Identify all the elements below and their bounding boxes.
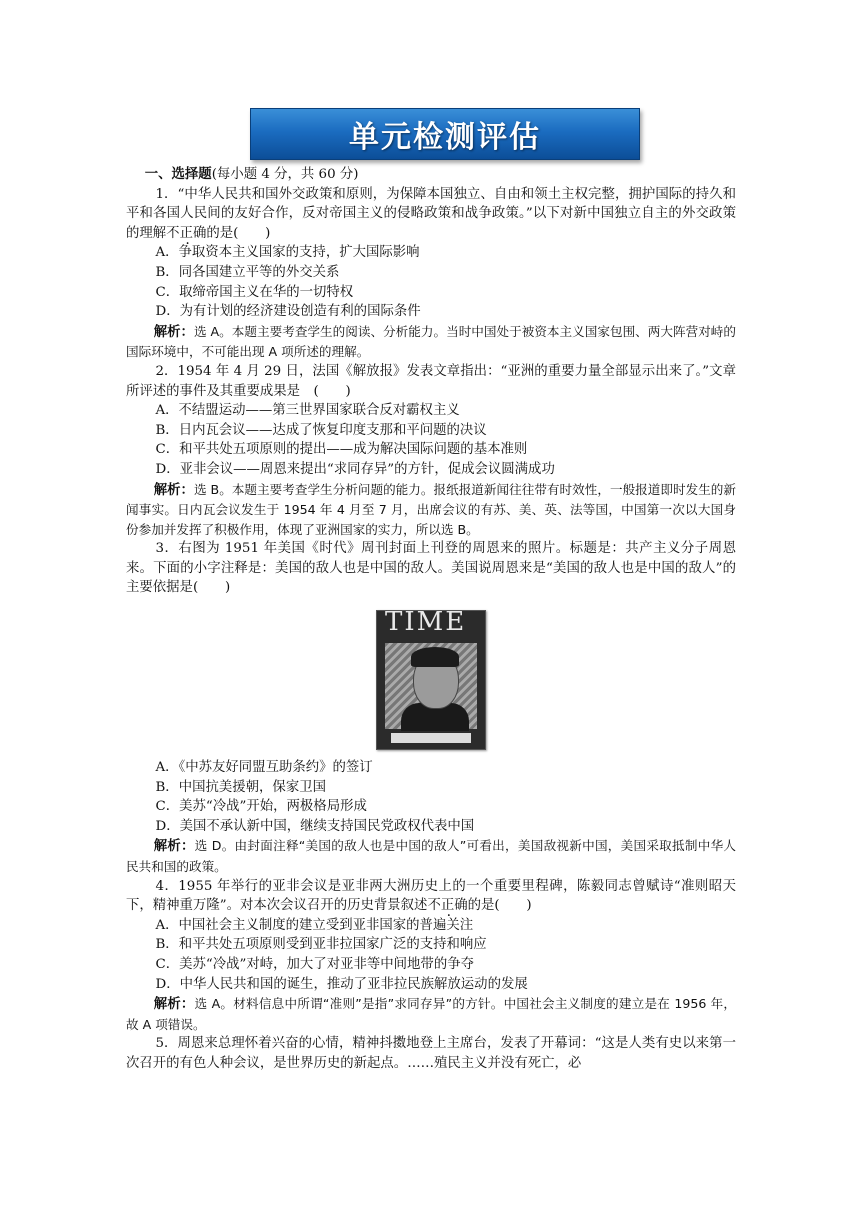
q1-option-c: C．取缔帝国主义在华的一切特权	[155, 284, 354, 300]
q4-stem-part: 4．1955 年举行的亚非会议是亚非两大洲历史上的一个重要里程碑，陈毅同志曾赋诗“准则昭天下，精神重万隆”。对本次会议召开的历史背景叙述	[126, 878, 736, 914]
cover-masthead: TIME	[385, 607, 467, 638]
q3-option-a: A．《中苏友好同盟互助条约》的签订	[155, 760, 373, 776]
q2-option-d: D．亚非会议——周恩来提出“求同存异”的方针，促成会议圆满成功	[155, 461, 555, 477]
section-heading	[126, 165, 736, 185]
q4-option-d: D．中华人民共和国的诞生，推动了亚非拉民族解放运动的发展	[155, 976, 528, 992]
time-magazine-cover-image	[376, 607, 486, 750]
analysis-label: 解析：	[153, 996, 195, 1013]
q3-option-d: D．美国不承认新中国，继续支持国民党政权代表中国	[155, 818, 475, 834]
q4-option-b: B．和平共处五项原则受到亚非拉国家广泛的支持和响应	[155, 937, 487, 953]
q1-stem-end: 正确的是( )	[179, 225, 271, 241]
q4-option-c: C．美苏“冷战”对峙，加大了对亚非等中间地带的争夺	[155, 957, 474, 972]
q1-option-d: D．为有计划的经济建设创造有利的国际条件	[155, 304, 421, 320]
portrait-hair	[411, 647, 459, 667]
q4-option-a: A．中国社会主义制度的建立受到亚非国家的普遍关注	[155, 917, 474, 933]
q2-option-b: B．日内瓦会议——达成了恢复印度支那和平问题的决议	[155, 422, 487, 438]
section-heading-rest: (每小题 4 分，共 60 分)	[211, 167, 359, 182]
q4-stem-end: 正确的是( )	[440, 898, 532, 914]
analysis-label: 解析：	[153, 323, 194, 340]
emphasis-dot-text: 不	[166, 225, 180, 241]
q2-option-a: A．不结盟运动——第三世界国家联合反对霸权主义	[155, 403, 460, 419]
q1-analysis-text: 选 A。本题主要考查学生的阅读、分析能力。当时中国处于被资本主义国家包围、两大阵营对峙的国际环境中，不可能出现 A 项所述的理解。	[126, 323, 737, 360]
q1-option-a: A．争取资本主义国家的支持，扩大国际影响	[155, 245, 420, 261]
unit-test-banner	[250, 108, 640, 160]
document-body	[126, 165, 736, 1074]
q3-analysis	[126, 836, 736, 876]
analysis-label: 解析：	[153, 481, 194, 498]
banner-title: 单元检测评估	[349, 120, 541, 155]
question-3-stem: 3．右图为 1951 年美国《时代》周刊封面上刊登的周恩来的照片。标题是：共产主义分子周恩来。下面的小字注释是：美国的敌人也是中国的敌人。美国说周恩来是“美国的敌人也是中国的敌人”的主要依据是( )	[126, 541, 736, 596]
emphasis-dot-text: 不	[427, 898, 441, 914]
question-5-stem: 5．周恩来总理怀着兴奋的心情，精神抖擞地登上主席台，发表了开幕词：“这是人类有史以来第一次召开的有色人种会议，是世界历史的新起点。……殖民主义并没有死亡，必	[126, 1036, 736, 1071]
q1-analysis	[126, 322, 736, 362]
question-4-stem	[126, 877, 736, 916]
q1-option-b: B．同各国建立平等的外交关系	[155, 264, 340, 280]
q2-analysis	[126, 480, 736, 540]
q2-option-c: C．和平共处五项原则的提出——成为解决国际问题的基本准则	[155, 442, 528, 458]
q2-analysis-text: 选 B。本题主要考查学生分析问题的能力。报纸报道新闻往往带有时效性，一般报道即时发生的新闻事实。日内瓦会议发生于 1954 年 4 月至 7 月，出席会议的有苏、美、英、法等国，中国第一次以大国身份参加并发挥了积极作用，体现了亚洲国家的实力，所以选 B。	[126, 481, 736, 537]
q1-stem-part: 1．“中华人民共和国外交政策和原则，为保障本国独立、自由和领土主权完整，拥护国际的持久和平和各国人民间的友好合作，反对帝国主义的侵略政策和战争政策。”以下对新中国独立自主的外交政策的理解	[126, 186, 736, 241]
q3-option-b: B．中国抗美援朝，保家卫国	[155, 779, 326, 795]
q4-analysis-text: 选 A。材料信息中所谓“准则”是指”求同存异”的方针。中国社会主义制度的建立是在 1956 年，故 A 项错误。	[126, 996, 736, 1032]
q3-option-c: C．美苏“冷战”开始，两极格局形成	[155, 799, 367, 815]
question-1-stem	[126, 185, 736, 244]
section-heading-bold: 一、选择题	[144, 166, 212, 182]
q3-analysis-text: 选 D。由封面注释“美国的敌人也是中国的敌人”可看出，美国敌视新中国，美国采取抵制中华人民共和国的政策。	[126, 838, 737, 875]
time-cover-figure	[126, 607, 736, 750]
q4-analysis	[126, 994, 736, 1034]
analysis-label: 解析：	[153, 838, 195, 855]
question-2-stem: 2．1954 年 4 月 29 日，法国《解放报》发表文章指出：“亚洲的重要力量全部显示出来了。”文章所评述的事件及其重要成果是 ( )	[126, 363, 736, 399]
cover-caption-strip	[391, 733, 471, 743]
